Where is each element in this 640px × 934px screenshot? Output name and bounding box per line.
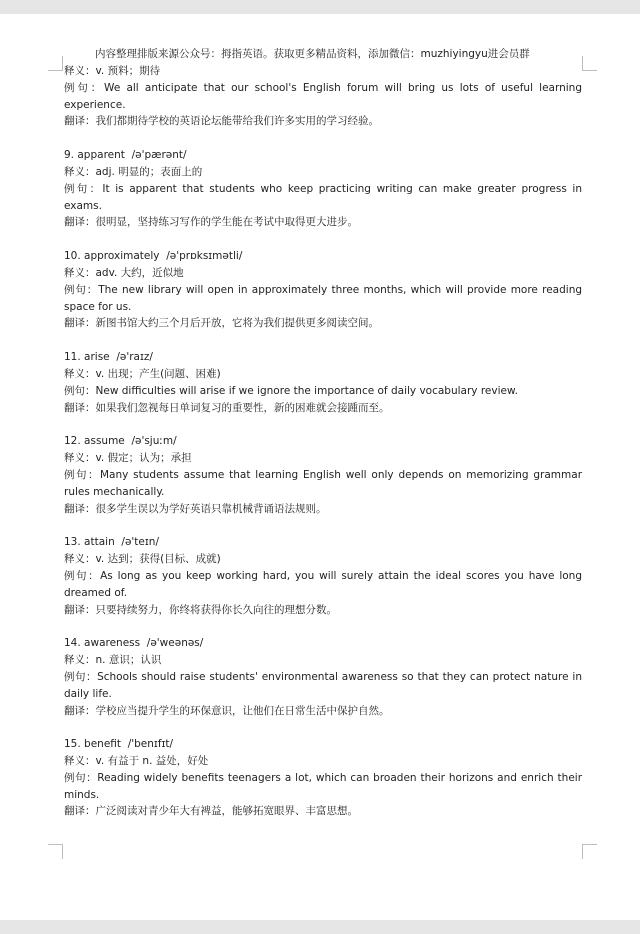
entry-word: arise [84, 351, 110, 364]
corner-mark-bottom-left [48, 844, 63, 859]
example-text: The new library will open in approximately three months, which will provide more reading space for us. [64, 283, 583, 313]
vocabulary-entry [64, 349, 582, 416]
translation-line [64, 214, 582, 231]
translation-line [64, 113, 582, 130]
entry-headword-line [64, 349, 582, 366]
entry-number: 15. [64, 738, 81, 751]
meaning-label: 释义： [64, 165, 96, 178]
example-text: As long as you keep working hard, you will surely attain the ideal scores you have long dreamed of. [64, 569, 582, 599]
example-label: 例句： [64, 771, 98, 784]
translation-text: 只要持续努力，你终将获得你长久向往的理想分数。 [95, 603, 337, 616]
corner-mark-bottom-right [582, 844, 597, 859]
translation-text: 很多学生误以为学好英语只靠机械背诵语法规则。 [95, 502, 327, 515]
translation-text: 我们都期待学校的英语论坛能带给我们许多实用的学习经验。 [95, 115, 379, 128]
example-label: 例句： [64, 468, 100, 481]
vocabulary-entry [64, 736, 582, 820]
meaning-line [64, 366, 582, 383]
vocabulary-entry [64, 248, 582, 332]
example-line [64, 80, 582, 114]
translation-line [64, 315, 582, 332]
entry-word: approximately [84, 250, 160, 263]
meaning-line [64, 450, 582, 467]
entry-word: attain [84, 536, 115, 549]
vocabulary-entry [64, 534, 582, 618]
translation-label: 翻译： [64, 317, 96, 330]
entry-headword-line [64, 534, 582, 551]
previous-entry-fragment [64, 63, 582, 130]
translation-text: 广泛阅读对青少年大有裨益，能够拓宽眼界、丰富思想。 [95, 805, 358, 818]
vocabulary-entry [64, 635, 582, 719]
translation-label: 翻译： [64, 115, 96, 128]
example-label: 例句： [64, 283, 99, 296]
translation-label: 翻译： [64, 704, 96, 717]
example-line [64, 282, 582, 316]
meaning-label: 释义： [64, 755, 96, 768]
vocabulary-entries [64, 147, 582, 820]
entry-headword-line [64, 248, 582, 265]
example-text: We all anticipate that our school's English forum will bring us lots of useful learning experience. [64, 81, 583, 111]
example-label: 例句： [64, 569, 101, 582]
meaning-line [64, 63, 582, 80]
meaning-line [64, 652, 582, 669]
example-text: Reading widely benefits teenagers a lot, which can broaden their horizons and enrich their minds. [64, 771, 583, 801]
entry-word: awareness [84, 637, 141, 650]
entry-phonetic: /ə'pærənt/ [131, 149, 187, 162]
translation-text: 如果我们忽视每日单词复习的重要性，新的困难就会接踵而至。 [95, 401, 390, 414]
vocabulary-entry [64, 147, 582, 231]
translation-label: 翻译： [64, 401, 96, 414]
translation-line [64, 400, 582, 417]
entry-phonetic: /'benɪfɪt/ [127, 738, 174, 751]
example-label: 例句： [64, 182, 103, 195]
meaning-label: 释义： [64, 654, 96, 667]
meaning-label: 释义： [64, 452, 96, 465]
example-text: New difficulties will arise if we ignore the importance of daily vocabulary review. [95, 384, 518, 397]
entry-headword-line [64, 433, 582, 450]
entry-phonetic: /ə'sjuːm/ [131, 435, 177, 448]
entry-number: 11. [64, 351, 81, 364]
entry-headword-line [64, 736, 582, 753]
meaning-label: 释义： [64, 266, 96, 279]
translation-text: 很明显，坚持练习写作的学生能在考试中取得更大进步。 [95, 216, 358, 229]
example-line [64, 181, 582, 215]
meaning-text: v. 预料；期待 [95, 65, 161, 77]
entry-phonetic: /ə'prɒksɪmətli/ [166, 250, 243, 263]
example-label: 例句： [64, 384, 96, 397]
meaning-line [64, 164, 582, 181]
example-line [64, 568, 582, 602]
document-content [64, 63, 582, 820]
meaning-label: 释义： [64, 65, 96, 77]
meaning-label: 释义： [64, 367, 96, 380]
example-line [64, 467, 582, 501]
translation-label: 翻译： [64, 216, 96, 229]
entry-number: 13. [64, 536, 81, 549]
entry-number: 12. [64, 435, 81, 448]
example-text: It is apparent that students who keep practicing writing can make greater progress in exams. [64, 182, 583, 212]
meaning-line [64, 753, 582, 770]
meaning-text: adv. 大约，近似地 [95, 266, 184, 279]
meaning-text: v. 达到；获得(目标、成就) [95, 553, 221, 566]
example-label: 例句： [64, 81, 105, 94]
translation-label: 翻译： [64, 805, 96, 818]
meaning-text: adj. 明显的；表面上的 [95, 165, 203, 178]
entry-word: benefit [84, 738, 122, 751]
entry-phonetic: /ə'teɪn/ [121, 536, 159, 549]
translation-line [64, 501, 582, 518]
meaning-text: v. 假定；认为；承担 [95, 452, 192, 465]
meaning-text: v. 有益于 n. 益处，好处 [95, 755, 209, 768]
entry-phonetic: /ə'weənəs/ [146, 637, 204, 650]
example-line [64, 770, 582, 804]
translation-line [64, 803, 582, 820]
meaning-text: v. 出现；产生(问题、困难) [95, 367, 221, 380]
translation-line [64, 602, 582, 619]
entry-word: apparent [77, 149, 125, 162]
entry-number: 10. [64, 250, 81, 263]
vocabulary-entry [64, 433, 582, 517]
entry-number: 9. [64, 149, 75, 162]
example-text: Many students assume that learning English well only depends on memorizing grammar rules mechanically. [64, 468, 583, 498]
meaning-line [64, 265, 582, 282]
translation-text: 新图书馆大约三个月后开放，它将为我们提供更多阅读空间。 [95, 317, 379, 330]
translation-label: 翻译： [64, 502, 96, 515]
entry-headword-line [64, 635, 582, 652]
example-label: 例句： [64, 670, 98, 683]
example-line [64, 669, 582, 703]
entry-word: assume [84, 435, 125, 448]
translation-text: 学校应当提升学生的环保意识，让他们在日常生活中保护自然。 [95, 704, 390, 717]
example-line [64, 383, 582, 400]
entry-number: 14. [64, 637, 81, 650]
corner-mark-top-left [48, 56, 63, 71]
meaning-line [64, 551, 582, 568]
translation-line [64, 703, 582, 720]
corner-mark-top-right [582, 56, 597, 71]
example-text: Schools should raise students' environmental awareness so that they can protect nature in daily life. [64, 670, 582, 700]
meaning-label: 释义： [64, 553, 96, 566]
entry-phonetic: /ə'raɪz/ [116, 351, 153, 364]
page-header: 内容整理排版来源公众号：拇指英语。获取更多精品资料，添加微信：muzhiyingyu进会员群 [95, 48, 530, 60]
translation-label: 翻译： [64, 603, 96, 616]
entry-headword-line [64, 147, 582, 164]
meaning-text: n. 意识；认识 [95, 654, 162, 667]
